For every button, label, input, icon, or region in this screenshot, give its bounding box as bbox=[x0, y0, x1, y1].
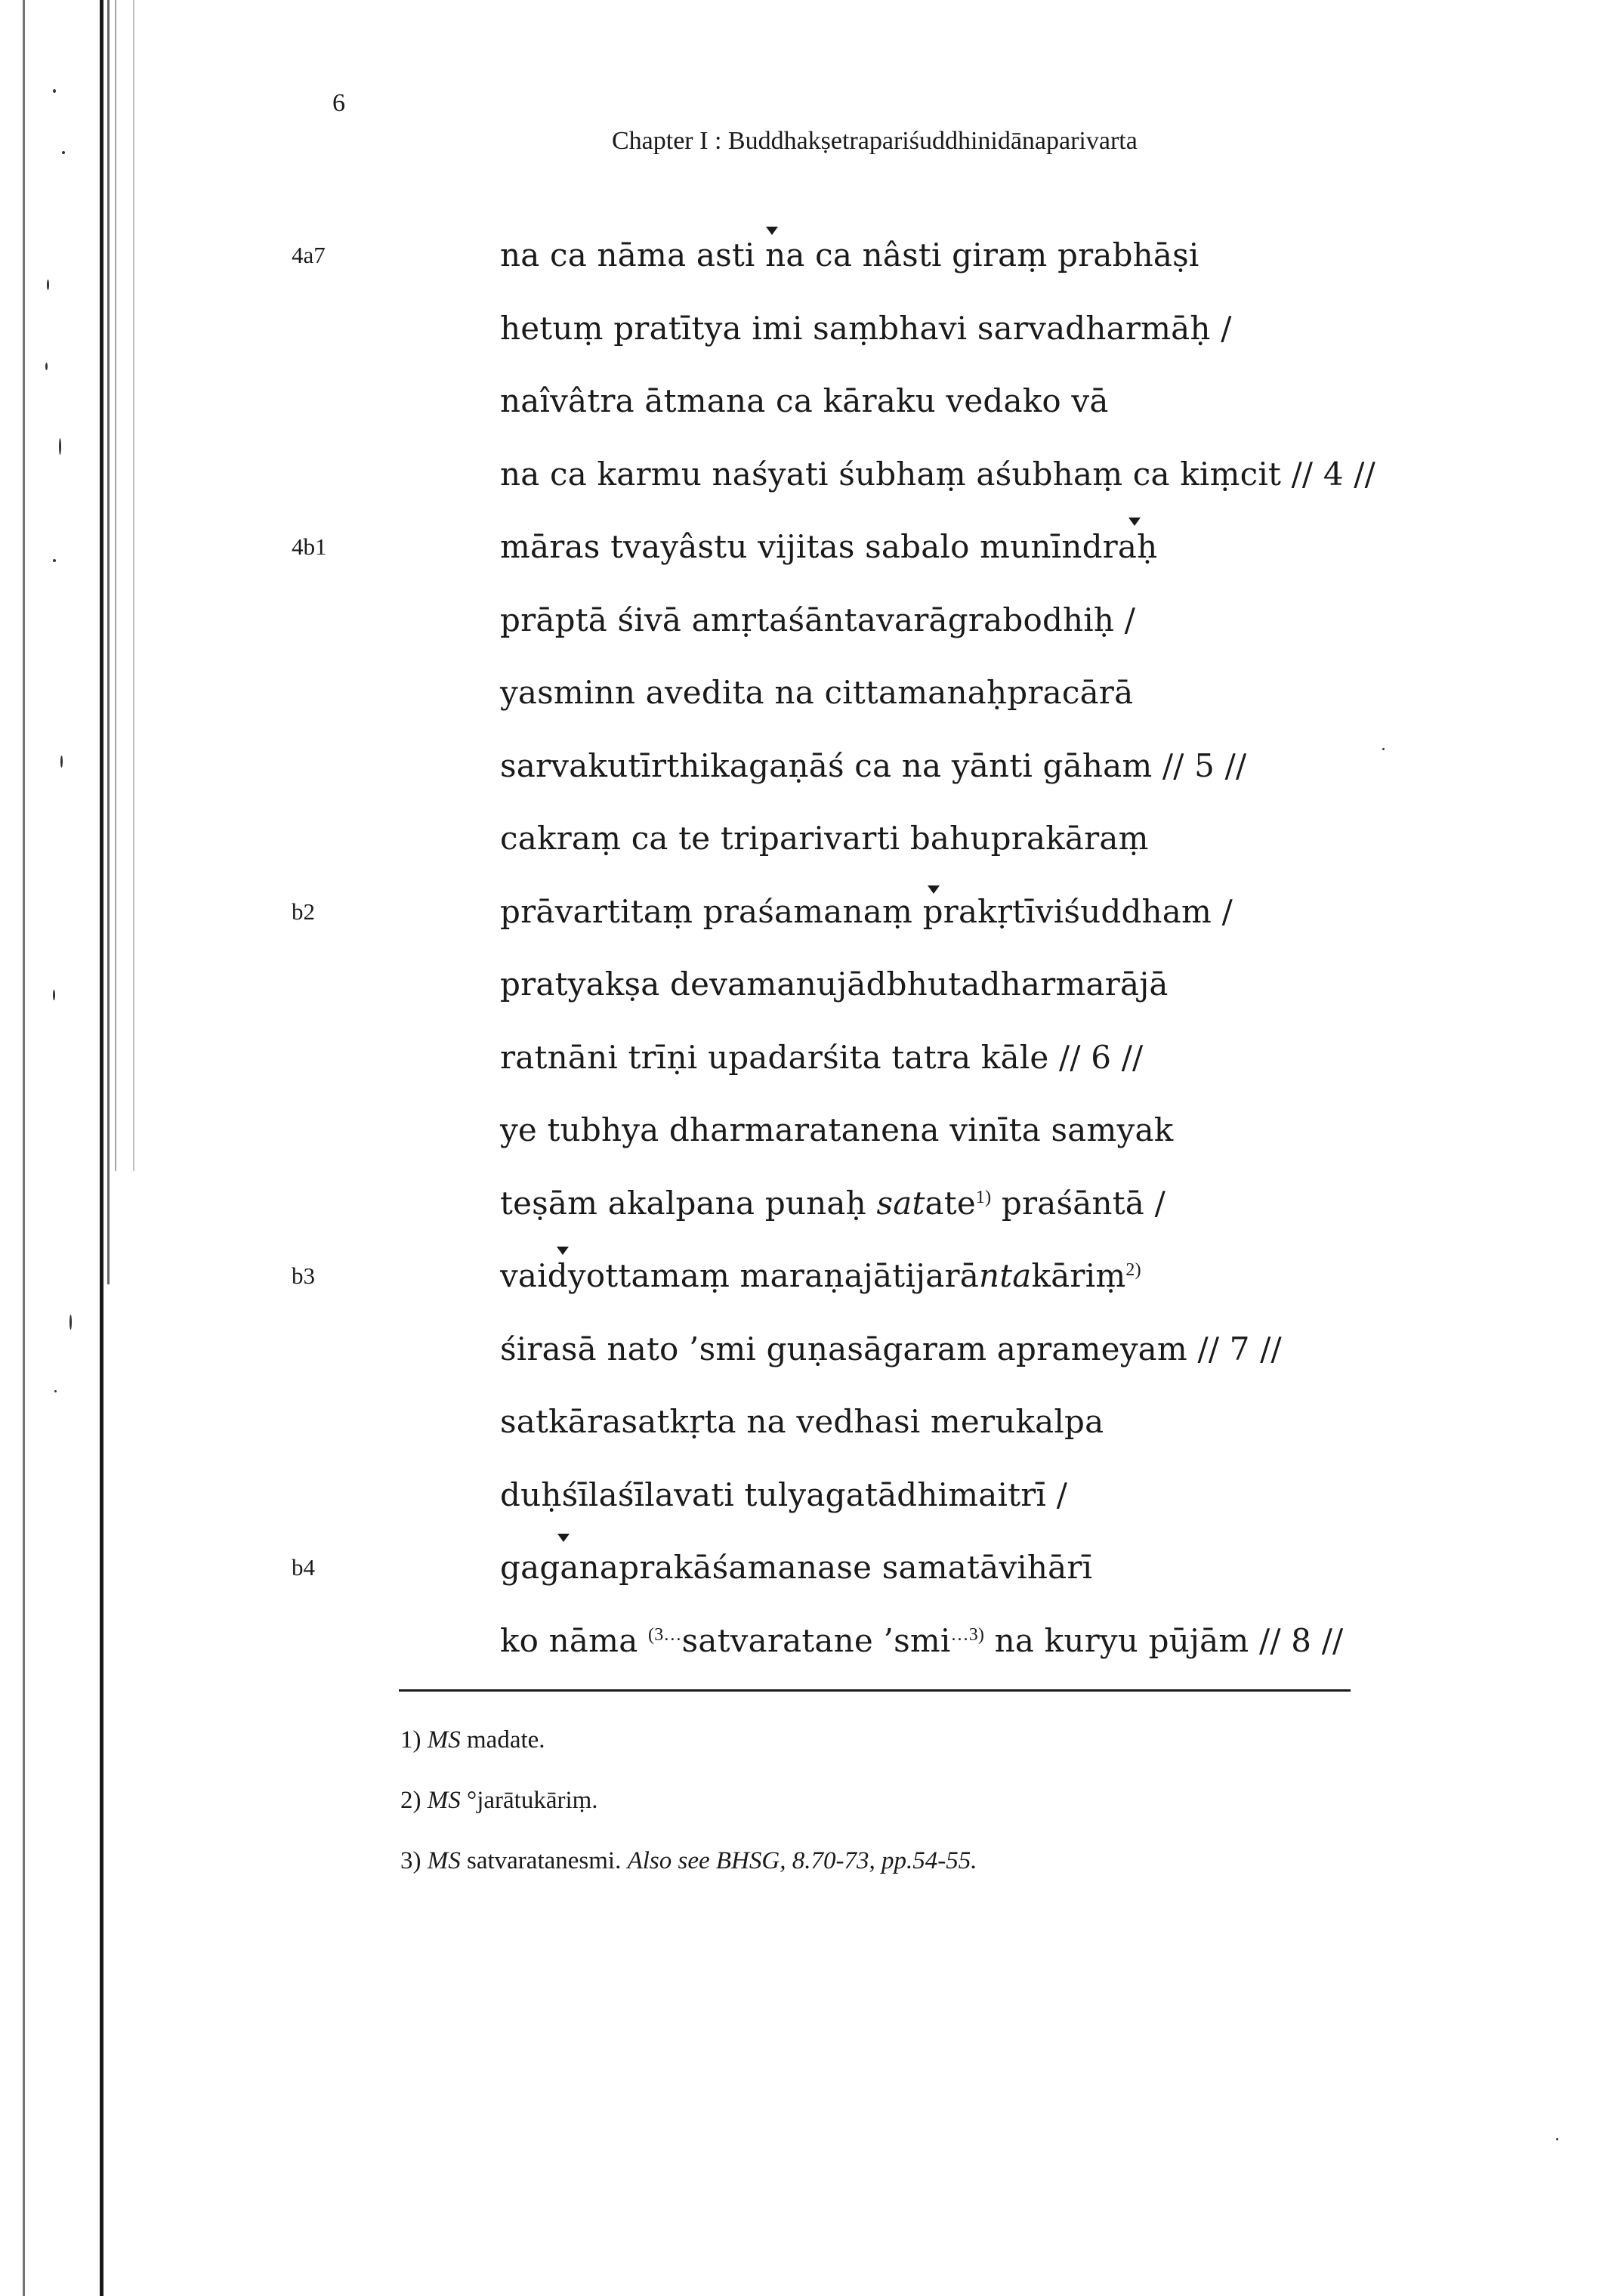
manuscript-siglum: MS bbox=[427, 1787, 461, 1814]
verse-text: kāriṃ bbox=[1031, 1257, 1126, 1294]
verse-text: cakraṃ ca te triparivarti bahuprakāraṃ bbox=[500, 820, 1149, 857]
verse-text: pratyakṣa devamanujādbhutadharmarājā bbox=[500, 966, 1169, 1003]
footnote-number: 2) bbox=[400, 1787, 428, 1814]
footnote bbox=[400, 1847, 977, 1875]
verse-text: praśāntā / bbox=[991, 1185, 1166, 1222]
scan-speck bbox=[60, 756, 63, 768]
verse-text: ye tubhya dharmaratanena vinīta samyak bbox=[500, 1111, 1174, 1148]
scan-speck bbox=[47, 280, 49, 290]
footnote-ref: (3… bbox=[648, 1625, 682, 1645]
verse-line bbox=[500, 379, 1109, 424]
footnote-ref: 2) bbox=[1125, 1260, 1141, 1280]
verse-line bbox=[500, 306, 1232, 351]
folio-marker: b4 bbox=[292, 1554, 315, 1581]
verse-line bbox=[500, 816, 1149, 861]
footnote bbox=[400, 1726, 545, 1754]
scan-speck bbox=[54, 1390, 57, 1392]
insertion-mark bbox=[557, 1534, 570, 1542]
scan-edge-line bbox=[23, 0, 25, 2296]
footnote-text: madate. bbox=[460, 1726, 545, 1754]
scan-speck bbox=[69, 1315, 72, 1330]
verse-text: satkārasatkṛta na vedhasi merukalpa bbox=[500, 1403, 1104, 1440]
verse-text: naîvâtra ātmana ca kāraku vedako vā bbox=[500, 382, 1109, 419]
verse-text: hetuṃ pratītya imi saṃbhavi sarvadharmāḥ / bbox=[500, 310, 1232, 347]
page-number: 6 bbox=[332, 89, 345, 117]
scan-speck bbox=[59, 438, 61, 455]
verse-line bbox=[500, 743, 1246, 789]
scan-edge-line bbox=[115, 0, 116, 1171]
verse-line bbox=[500, 1327, 1282, 1372]
insertion-mark bbox=[557, 1247, 569, 1255]
verse-text: śirasā nato ’smi guṇasāgaram aprameyam // 7 // bbox=[500, 1330, 1282, 1367]
scan-edge-line bbox=[100, 0, 103, 2296]
manuscript-siglum: MS bbox=[427, 1847, 461, 1874]
insertion-mark bbox=[1128, 518, 1141, 526]
folio-marker: b2 bbox=[292, 898, 315, 925]
verse-line bbox=[500, 1108, 1173, 1153]
scan-speck bbox=[53, 990, 55, 1000]
verse-text: prāptā śivā amṛtaśāntavarāgrabodhiḥ / bbox=[500, 601, 1136, 638]
manuscript-siglum: MS bbox=[427, 1726, 461, 1754]
scan-edge-line bbox=[133, 0, 134, 1171]
verse-text: ate bbox=[925, 1185, 976, 1222]
footnote-rule bbox=[399, 1689, 1351, 1692]
verse-line bbox=[500, 1399, 1104, 1445]
footnote bbox=[400, 1787, 598, 1815]
footnote-number: 3) bbox=[400, 1847, 428, 1874]
verse-text: yasminn avedita na cittamanaḥpracārā bbox=[500, 674, 1134, 711]
verse-text: na ca karmu naśyati śubhaṃ aśubhaṃ ca kiṃcit // 4 // bbox=[500, 456, 1376, 493]
verse-line bbox=[500, 1035, 1143, 1080]
verse-line bbox=[500, 233, 1199, 278]
scan-edge-line bbox=[107, 0, 110, 1284]
verse-line bbox=[500, 962, 1169, 1007]
scan-speck bbox=[1382, 748, 1385, 750]
footnote-text: satvaratanesmi. bbox=[460, 1847, 628, 1874]
folio-marker: 4a7 bbox=[292, 242, 326, 268]
insertion-mark bbox=[928, 885, 940, 894]
footnote-ref: 1) bbox=[975, 1188, 992, 1207]
verse-text: prāvartitaṃ praśamanaṃ prakṛtīviśuddham / bbox=[500, 893, 1233, 930]
scan-speck bbox=[1556, 2138, 1558, 2140]
verse-text: na ca nāma asti na ca nâsti giraṃ prabhāṣi bbox=[500, 236, 1199, 273]
verse-line bbox=[500, 1181, 1166, 1226]
scan-speck bbox=[53, 89, 56, 93]
verse-line bbox=[500, 1545, 1092, 1590]
verse-text: vaidyottamaṃ maraṇajātijarā bbox=[500, 1257, 979, 1294]
verse-line bbox=[500, 598, 1135, 643]
running-head: Chapter I : Buddhakṣetrapariśuddhinidānaparivarta bbox=[612, 127, 1138, 155]
footnote-number: 1) bbox=[400, 1726, 428, 1754]
scan-speck bbox=[45, 363, 48, 370]
footnote-ref: …3) bbox=[950, 1625, 985, 1645]
verse-text: ko nāma bbox=[500, 1622, 648, 1659]
verse-text: gaganaprakāśamanase samatāvihārī bbox=[500, 1549, 1093, 1586]
folio-marker: b3 bbox=[292, 1262, 315, 1289]
folio-marker: 4b1 bbox=[292, 533, 327, 560]
footnote-text: °jarātukāriṃ. bbox=[460, 1787, 598, 1814]
verse-line bbox=[500, 889, 1233, 935]
verse-emphasis: sat bbox=[876, 1185, 925, 1222]
verse-text: na kuryu pūjām // 8 // bbox=[984, 1622, 1344, 1659]
footnote-reference: Also see BHSG, 8.70-73, pp.54-55. bbox=[627, 1847, 977, 1874]
verse-emphasis: nta bbox=[978, 1257, 1032, 1294]
verse-line bbox=[500, 1618, 1343, 1664]
verse-text: teṣām akalpana punaḥ bbox=[500, 1185, 877, 1222]
verse-text: satvaratane ’smi bbox=[681, 1622, 951, 1659]
scan-speck bbox=[53, 559, 56, 562]
verse-line bbox=[500, 670, 1133, 715]
verse-text: māras tvayâstu vijitas sabalo munīndraḥ bbox=[500, 528, 1158, 565]
verse-text: ratnāni trīṇi upadarśita tatra kāle // 6 // bbox=[500, 1039, 1144, 1076]
verse-line bbox=[500, 452, 1375, 497]
verse-text: sarvakutīrthikagaṇāś ca na yānti gāham // 5 // bbox=[500, 747, 1247, 784]
insertion-mark bbox=[766, 227, 778, 235]
verse-line bbox=[500, 1472, 1067, 1518]
verse-text: duḥśīlaśīlavati tulyagatādhimaitrī / bbox=[500, 1476, 1068, 1513]
verse-line bbox=[500, 1253, 1141, 1299]
scan-speck bbox=[62, 151, 65, 154]
verse-line bbox=[500, 524, 1157, 570]
